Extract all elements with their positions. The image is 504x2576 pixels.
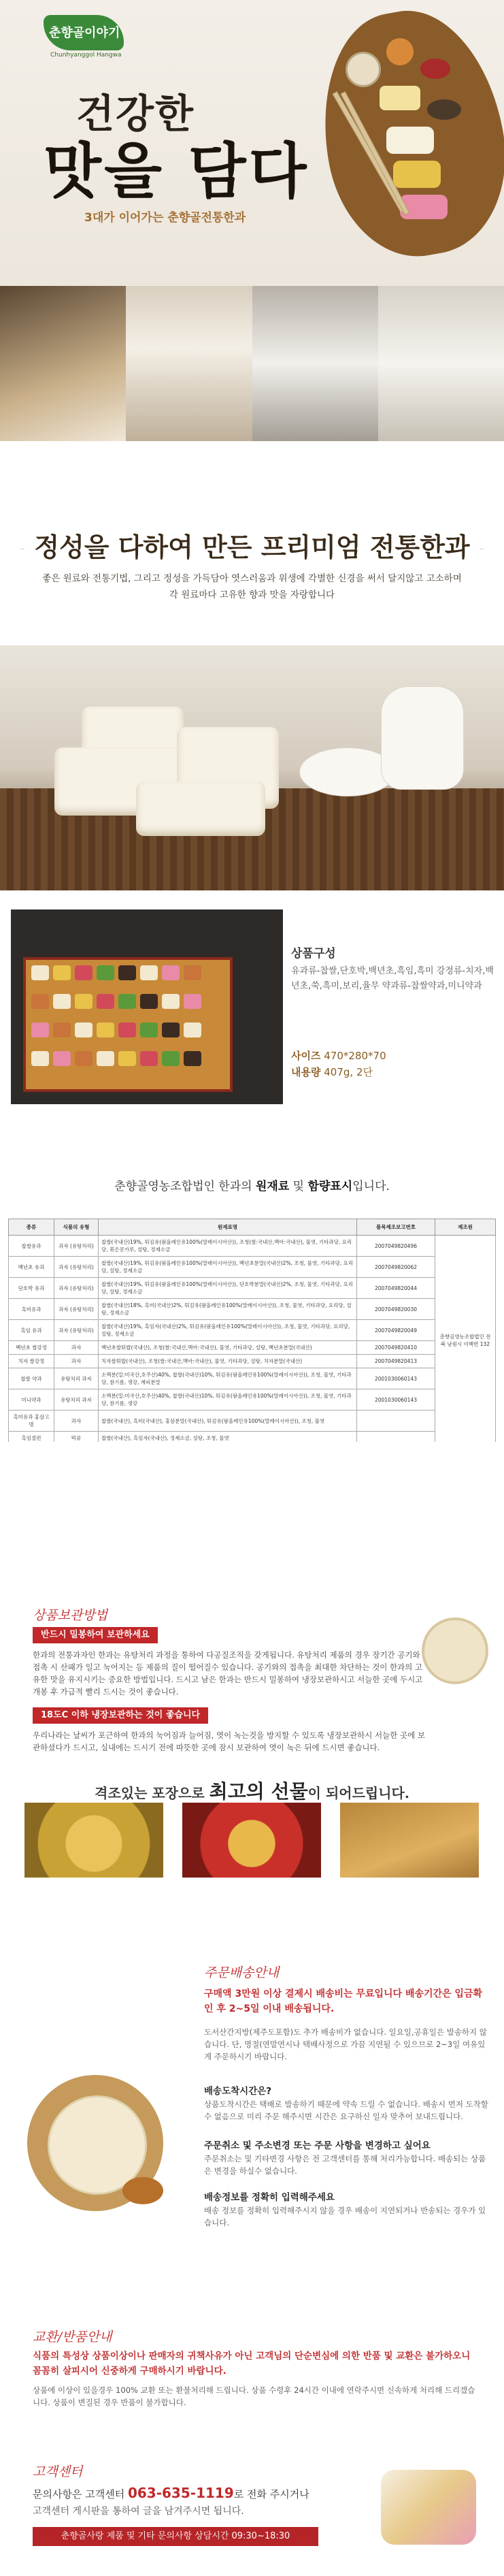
gift-head-a: 격조있는 포장으로 xyxy=(95,1785,205,1801)
jujube-image xyxy=(420,59,450,79)
gift-head-b: 최고의 선물 xyxy=(209,1780,308,1803)
cell-ingredients: 찹쌀(국내산)19%, 흑임자(국내산)2%, 튀김유(팜올레인유100%(말레이시아산)), 조청, 물엿, 기타과당, 요리당, 설탕, 정제소금 xyxy=(99,1320,357,1341)
contact-line-2: 고객센터 게시판을 통하여 글을 남겨주시면 됩니다. xyxy=(33,2506,244,2517)
cell-ingredients: 소맥분(밀:미국산,호주산)40%, 찹쌀(국내산)10%, 튀김유(팜올레인유100%(말레이시아산)), 조청, 물엿, 기타과당, 참기름, 생강 xyxy=(99,1389,357,1411)
cell-report: 2001030060143 xyxy=(357,1389,435,1411)
cell-type: 과자 (유탕처리) xyxy=(54,1257,99,1278)
intro-text: 좋은 원료와 전통기법, 그리고 정성을 가득담아 엿스러움과 위생에 각별한 신경을 써서 달지않고 고소하며 각 원료마다 고유한 향과 맛을 자랑합니다 xyxy=(42,573,462,600)
cell xyxy=(118,1023,136,1037)
product-composition-text: 유과류-찹쌀,단호박,백년초,흑임,흑미 강정류-치자,백년초,쑥,흑미,보리,율무 약과류-찹쌀약과,미니약과 xyxy=(291,966,494,991)
cell xyxy=(53,994,71,1009)
cell-ingredients: 소맥분(밀:미국산,호주산)40%, 찹쌀(국내산)10%, 튀김유(팜올레인유100%(말레이시아산)), 조청, 물엿, 기타과당, 참기름, 생강, 계피분말 xyxy=(99,1368,357,1389)
table-row xyxy=(9,1411,496,1432)
heading-prefix: 춘향골영농조합법인 한과의 xyxy=(114,1180,252,1193)
cell xyxy=(31,994,49,1009)
cell-report: 2007049820413 xyxy=(357,1355,435,1368)
order-shipping-section xyxy=(0,1878,504,2279)
logo-subtext: Chunhyanggol Hangwa xyxy=(50,52,122,59)
ingredients-table xyxy=(8,1219,496,1442)
table-row xyxy=(9,1355,496,1368)
heading-mid: 및 xyxy=(292,1180,305,1193)
order-text-1: 도서산간지방(제주도포함)도 추가 배송비가 없습니다. 일요일,공휴일은 발송하지 않습니다. 단, 명절(연말연시나 택배사정으로 가끔 지연될 수 있으므로 2~3일 여유있게 주문하시기 바랍니다. xyxy=(204,2027,487,2061)
table-row xyxy=(9,1299,496,1320)
cell-type: 과자 (유탕처리) xyxy=(54,1278,99,1299)
contact-line-1b: 로 전화 주시거나 xyxy=(233,2488,309,2500)
cell xyxy=(140,1023,158,1037)
size-label: 사이즈 xyxy=(291,1050,321,1062)
gift-head-c: 이 되어드립니다. xyxy=(307,1785,409,1801)
cell-ingredients: 찹쌀(국내산)19%, 튀김유(팜올레인유100%(말레이시아산)), 백년초분말(국내산)2%, 조청, 물엿, 기타과당, 요리당, 설탕, 정제소금 xyxy=(99,1257,357,1278)
col-report: 품목제조보고번호 xyxy=(357,1219,435,1236)
gift-box-tray xyxy=(23,957,233,1092)
product-size-line xyxy=(291,1048,386,1063)
cell-report: 2001030060143 xyxy=(357,1368,435,1389)
cell xyxy=(53,1051,71,1066)
cell xyxy=(75,1023,93,1037)
cell-ingredients: 치자쌀튀밥(국내산), 조청(쌀:국내산,맥아:국내산), 물엿, 기타과당, 설탕, 치자분말(국내산) xyxy=(99,1355,357,1368)
black-sesame-image xyxy=(427,99,461,120)
hero-subtitle: 3대가 이어가는 춘향골전통한과 xyxy=(84,211,246,225)
cell-kind: 흑미유과 xyxy=(9,1299,54,1320)
order-text-2: 상품도착시간은 택배로 발송하기 때문에 약속 드릴 수 없습니다. 배송시 먼저 도착할 수 없음으로 미리 주문 해주시면 시간은 요구하신 일자 맞추어 보내드립니다. xyxy=(204,2099,488,2121)
contact-hangwa-image xyxy=(381,2470,476,2545)
cell-ingredients: 찹쌀(국내산)19%, 튀김유(팜올레인유100%(말레이시아산)), 단호박분말(국내산)2%, 조청, 물엿, 기타과당, 요리당, 설탕, 정제소금 xyxy=(99,1278,357,1299)
cell-type: 떡류 xyxy=(54,1432,99,1443)
cell-kind: 찹쌀유과 xyxy=(9,1236,54,1257)
cell xyxy=(97,1023,114,1037)
col-ingredients: 원재료명 xyxy=(99,1219,357,1236)
intro-title-text: 정성을 다하여 만든 프리미엄 전통한과 xyxy=(24,532,479,562)
storage-title: 상품보관방법 xyxy=(33,1608,108,1623)
ingredients-section xyxy=(0,1115,504,1442)
gift-box-photo xyxy=(11,909,283,1104)
hero-title-small: 건강한 xyxy=(76,91,195,137)
intro-section xyxy=(0,441,504,645)
yugwa-yellow-image xyxy=(393,161,441,188)
yugwa-stack-4 xyxy=(136,782,265,836)
cell xyxy=(97,965,114,980)
cell xyxy=(162,1051,180,1066)
cell xyxy=(118,965,136,980)
return-section xyxy=(0,2279,504,2449)
cell-ingredients: 찹쌀(국내산)19%, 튀김유(팜올레인유100%(말레이시아산)), 조청(쌀:국내산,맥아:국내산), 물엿, 기타과당, 요리당, 볶은콩가루, 설탕, 정제소금 xyxy=(99,1236,357,1257)
cell-report xyxy=(357,1432,435,1443)
cell xyxy=(162,965,180,980)
storage-text-1: 한과의 전통과자인 한과는 유탕처리 과정을 통하여 다공질조직을 갖게됩니다. 유탕처리 제품의 경우 장기간 공기와 접촉 시 산패가 일고 눅어지는 등 제품의 질이 떨어질수 있습니다. 공기와의 접촉을 최대한 차단하는 것이 한과의 고유한 맛을 유지시키는 중요한 방법입니다. 드시고 남은 한과는 반드시 밀봉하여 냉장보관하시고 서늘한 곳에 두시고 개봉 후 가급적 빨리 드시는 것이 좋습니다. xyxy=(33,1650,423,1696)
cell-ingredients: 찹쌀(국내산), 흑임자(국내산), 정제소금, 설탕, 조청, 물엿 xyxy=(99,1432,357,1443)
cell xyxy=(75,1051,93,1066)
col-maker: 제조원 xyxy=(435,1219,496,1236)
contact-line-1a: 문의사항은 고객센터 xyxy=(33,2488,125,2500)
product-composition-label: 상품구성 xyxy=(291,947,336,961)
cell xyxy=(184,994,201,1009)
ingredients-heading xyxy=(0,1176,504,1193)
yakgwa-plate-image xyxy=(122,2177,163,2204)
order-highlight: 구매액 3만원 이상 결제시 배송비는 무료입니다 배송기간은 입금확인 후 2~5일 이내 배송됩니다. xyxy=(204,1989,483,2014)
cell-maker: 춘향골영농조합법인 전북 남원시 이백면 132 xyxy=(435,1236,496,1443)
contact-phone[interactable]: 063-635-1119 xyxy=(127,2485,234,2501)
cell-kind: 단호박 유과 xyxy=(9,1278,54,1299)
cell-kind: 찹쌀 약과 xyxy=(9,1368,54,1389)
cell xyxy=(31,965,49,980)
rice-drink-photo xyxy=(378,286,504,441)
table-row xyxy=(9,1320,496,1341)
hands-photo xyxy=(126,286,252,441)
cell-kind: 흑미유과 홍삼고명 xyxy=(9,1411,54,1432)
storage-bar-1: 반드시 밀봉하여 보관하세요 xyxy=(33,1627,158,1643)
flour-photo xyxy=(252,286,378,441)
hero-title-big: 맛을 담다 xyxy=(44,135,309,206)
cell xyxy=(140,994,158,1009)
cell-report: 2007049820044 xyxy=(357,1278,435,1299)
cell-type: 과자 xyxy=(54,1355,99,1368)
cell-ingredients: 백년초쌀튀밥(국내산), 조청(쌀:국내산,맥아:국내산), 물엿, 기타과당, 설탕, 백년초분말(국내산) xyxy=(99,1341,357,1355)
table-row xyxy=(9,1341,496,1355)
logo-text: 춘향골이야기 xyxy=(49,26,120,40)
storage-text-2: 우리나라는 날씨가 포근하여 한과의 눅어짐과 늘어짐, 엿이 녹는것을 방지할 수 있도록 냉장보관하시 서늘한 곳에 보관하셨다가 드시고, 실내에는 드시기 전에 따뜻한 곳에 잠시 보관하여 엿이 녹은 뒤에 드시면 좋습니다. xyxy=(33,1730,425,1752)
hangwa-photo xyxy=(0,645,504,890)
order-text-4: 배송 정보를 정확히 입력해주시지 않을 경우 배송이 지연되거나 반송되는 경우가 있습니다. xyxy=(204,2206,486,2227)
cell-kind: 흑임 유과 xyxy=(9,1320,54,1341)
cell-ingredients: 찹쌀(국내산)18%, 흑미(국내산)2%, 튀김유(팜올레인유100%(말레이시아산)), 조청, 물엿, 기타과당, 요리당, 설탕, 정제소금 xyxy=(99,1299,357,1320)
contact-section xyxy=(0,2449,504,2576)
cell-kind: 흑임절편 xyxy=(9,1432,54,1443)
teapot xyxy=(381,686,464,790)
cell-ingredients: 찹쌀(국내산), 흑미(국내산), 홍삼분말(국내산), 튀김유(팜올레인유100%(말레이시아산)), 조청, 물엿 xyxy=(99,1411,357,1432)
cell xyxy=(140,1051,158,1066)
brand-logo[interactable] xyxy=(44,15,124,63)
cell xyxy=(53,1023,71,1037)
table-row xyxy=(9,1432,496,1443)
storage-bowl-image xyxy=(422,1617,488,1684)
table-row xyxy=(9,1278,496,1299)
contact-line-1 xyxy=(33,2485,309,2501)
cell-kind: 미니약과 xyxy=(9,1389,54,1411)
product-volume-line xyxy=(291,1065,373,1079)
return-title: 교환/반품안내 xyxy=(33,2330,112,2345)
cell-report: 2007049820049 xyxy=(357,1320,435,1341)
order-sub-2: 주문취소 및 주소변경 또는 주문 사항을 변경하고 싶어요 xyxy=(204,2140,431,2151)
gangjeong-image xyxy=(380,86,420,110)
cell-report xyxy=(357,1411,435,1432)
cell-type: 유탕처리 과자 xyxy=(54,1368,99,1389)
table-row xyxy=(9,1257,496,1278)
cell xyxy=(184,965,201,980)
table-header-row xyxy=(9,1219,496,1236)
col-kind: 종류 xyxy=(9,1219,54,1236)
size-value: 470*280*70 xyxy=(324,1050,386,1062)
cell xyxy=(75,994,93,1009)
order-sub-1: 배송도착시간은? xyxy=(204,2086,272,2097)
table-row xyxy=(9,1389,496,1411)
hero-banner xyxy=(0,0,504,286)
heading-em2: 함량표시 xyxy=(307,1180,353,1193)
order-text-3: 주문취소는 및 기타변경 사항은 전 고객센터를 통해 처리가능합니다. 배송되는 상품은 변경을 하실수 없습니다. xyxy=(204,2154,486,2176)
col-type: 식품의 유형 xyxy=(54,1219,99,1236)
intro-title xyxy=(0,526,504,564)
yugwa-white-image xyxy=(386,127,434,154)
contact-hours-bar: 춘향골사랑 제품 및 기타 문의사항 상담시간 09:30~18:30 xyxy=(33,2527,318,2546)
cell xyxy=(53,965,71,980)
cell-kind: 치자 쌀강정 xyxy=(9,1355,54,1368)
cell xyxy=(162,994,180,1009)
cell-report: 2007049820410 xyxy=(357,1341,435,1355)
cell-type: 과자 (유탕처리) xyxy=(54,1320,99,1341)
product-section xyxy=(0,890,504,1115)
cell xyxy=(118,1051,136,1066)
order-title: 주문배송안내 xyxy=(204,1965,280,1980)
cell-type: 과자 (유탕처리) xyxy=(54,1299,99,1320)
cell xyxy=(31,1051,49,1066)
heading-suffix: 입니다. xyxy=(352,1180,390,1193)
gift-heading xyxy=(0,1777,504,1804)
cell xyxy=(97,994,114,1009)
storage-bar-2: 18도C 이하 냉장보관하는 것이 좋습니다 xyxy=(33,1707,208,1724)
cell-report: 2007049820062 xyxy=(357,1257,435,1278)
cell-type: 과자 xyxy=(54,1411,99,1432)
cell-report: 2007049820496 xyxy=(357,1236,435,1257)
cell-report: 2007049820030 xyxy=(357,1299,435,1320)
yakgwa-image xyxy=(386,38,414,65)
cell-kind: 백년초 쌀강정 xyxy=(9,1341,54,1355)
cell xyxy=(97,1051,114,1066)
process-photo-strip xyxy=(0,286,504,441)
yugwa-pink-image xyxy=(400,195,448,219)
cell-type: 과자 xyxy=(54,1341,99,1355)
volume-value: 407g, 2단 xyxy=(324,1066,373,1078)
contact-title: 고객센터 xyxy=(33,2464,83,2479)
return-text: 상품에 이상이 있을경우 100% 교환 또는 환불처리해 드립니다. 상품 수령후 24시간 이내에 연락주시면 신속하게 처리해 드리겠습니다. 상품이 변질된 경우 반품이 불가합니다. xyxy=(33,2385,475,2407)
cell xyxy=(140,965,158,980)
cell xyxy=(31,1023,49,1037)
cell xyxy=(184,1023,201,1037)
hangwa-tray-image xyxy=(305,11,504,276)
cell-kind: 백년초 유과 xyxy=(9,1257,54,1278)
cell xyxy=(118,994,136,1009)
cell-type: 과자 (유탕처리) xyxy=(54,1236,99,1257)
table-row xyxy=(9,1236,496,1257)
cell xyxy=(184,1051,201,1066)
cell xyxy=(75,965,93,980)
heading-em1: 원재료 xyxy=(255,1180,290,1193)
table-row xyxy=(9,1368,496,1389)
rice-bowl-photo xyxy=(0,286,126,441)
return-highlight: 식품의 특성상 상품이상이나 판매자의 귀책사유가 아닌 고객님의 단순변심에 의한 반품 및 교환은 불가하오니 꼼꼼히 살피시어 신중하게 구매하시기 바랍니다. xyxy=(33,2351,471,2377)
volume-label: 내용량 xyxy=(291,1066,321,1078)
tea-cup-image xyxy=(346,52,381,87)
order-sub-3: 배송정보를 정확히 입력해주세요 xyxy=(204,2192,335,2203)
cell xyxy=(162,1023,180,1037)
cell-type: 유탕처리 과자 xyxy=(54,1389,99,1411)
